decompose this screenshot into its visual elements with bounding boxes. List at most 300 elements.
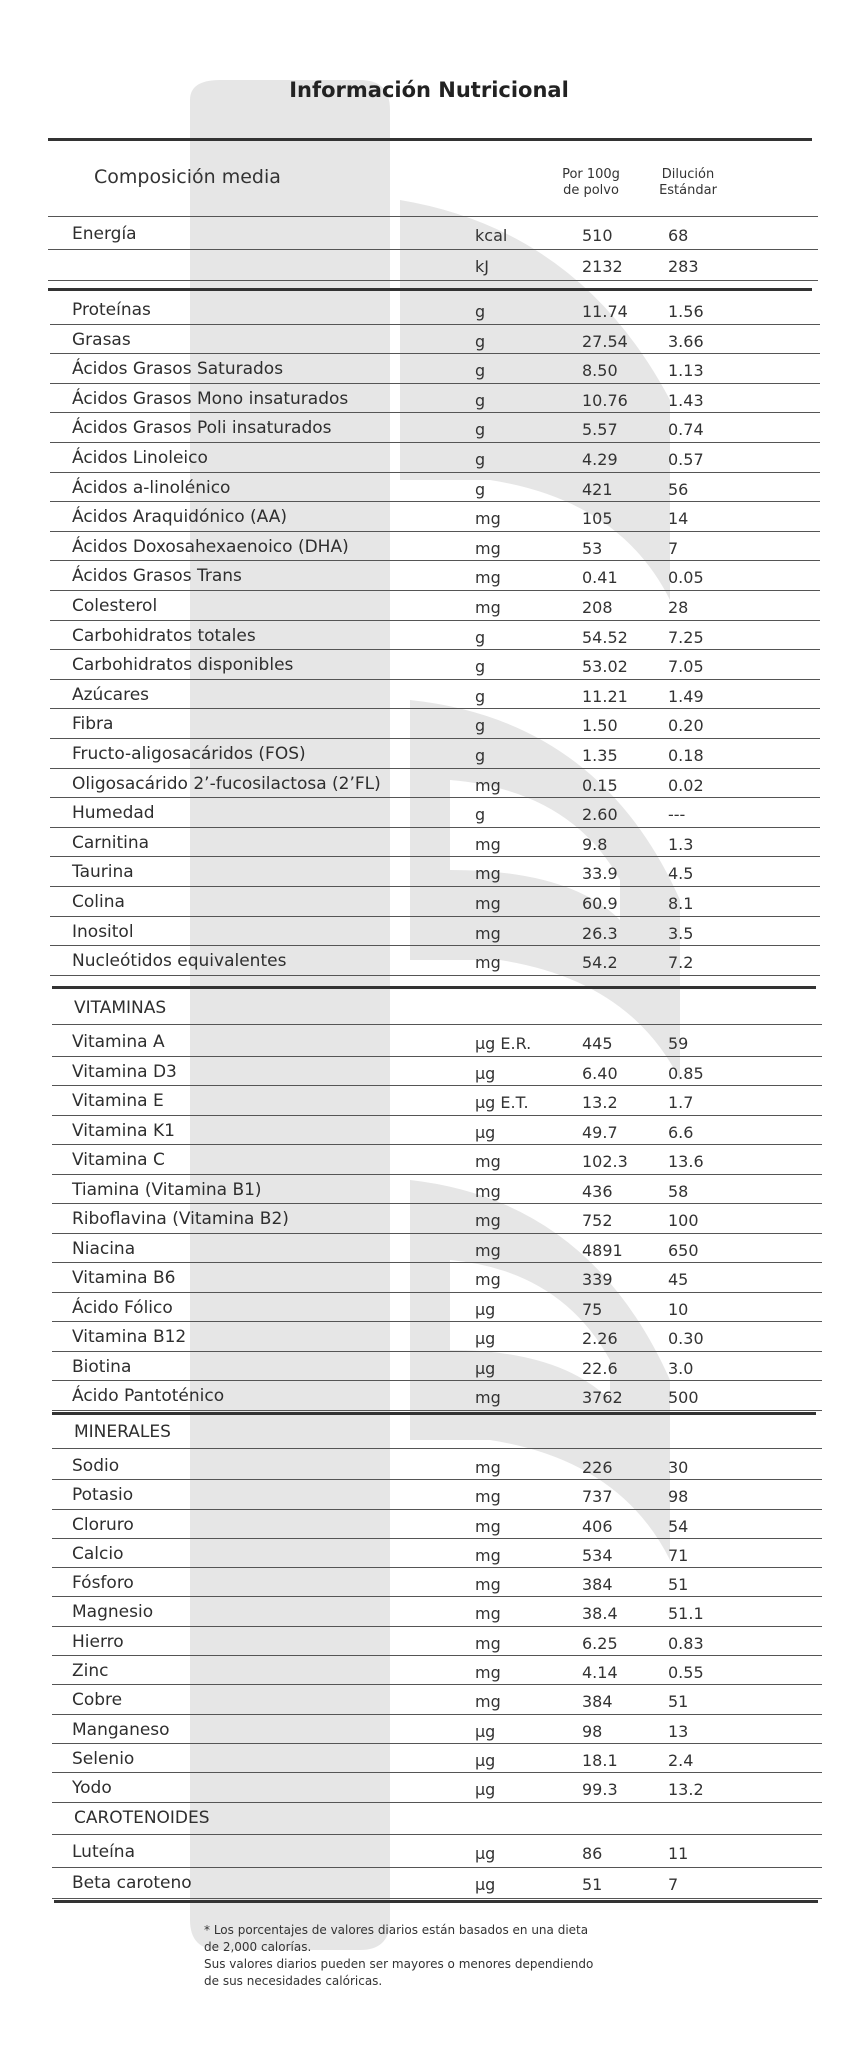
value-dilution: --- [668,805,686,824]
nutrient-unit: µg [475,1300,496,1319]
value-per-100g: 1.35 [582,746,618,765]
value-dilution: 500 [668,1388,699,1407]
value-dilution: 650 [668,1241,699,1260]
value-dilution: 7.2 [668,953,694,972]
value-dilution: 45 [668,1270,689,1289]
nutrient-name: Carbohidratos disponibles [72,655,294,675]
value-per-100g: 11.74 [582,302,628,321]
nutrient-unit: mg [475,1458,501,1477]
row-divider [52,1743,822,1744]
value-dilution: 0.74 [668,420,704,439]
row-divider [50,560,820,561]
nutrient-name: Vitamina A [72,1032,165,1052]
value-dilution: 51.1 [668,1604,704,1623]
nutrient-unit: mg [475,1388,501,1407]
value-per-100g: 2.26 [582,1329,618,1348]
nutrient-name: Inositol [72,922,134,942]
value-dilution: 51 [668,1692,689,1711]
table-row [50,947,820,975]
nutrient-unit: mg [475,1546,501,1565]
value-per-100g: 60.9 [582,894,618,913]
nutrient-unit: µg [475,1064,496,1083]
nutrient-name: Vitamina K1 [72,1121,175,1141]
value-dilution: 8.1 [668,894,694,913]
value-per-100g: 4.29 [582,450,618,469]
nutrient-unit: g [475,391,486,410]
nutrient-name: Ácidos Doxosahexaenoico (DHA) [72,537,349,557]
nutrient-name: Proteínas [72,300,151,320]
value-dilution: 2.4 [668,1751,694,1770]
nutrient-name: Ácidos Grasos Saturados [72,359,284,379]
nutrient-name: Beta caroteno [72,1873,192,1893]
row-divider [50,590,820,591]
value-dilution: 68 [668,226,689,245]
column-header-line: Estándar [659,183,717,198]
table-row [50,1323,820,1351]
value-dilution: 14 [668,509,689,528]
row-divider [50,383,820,384]
nutrient-name: Tiamina (Vitamina B1) [72,1180,262,1200]
column-header-line: de polvo [563,183,619,198]
nutrient-name: Vitamina D3 [72,1062,177,1082]
table-row [50,1569,820,1597]
nutrient-unit: g [475,420,486,439]
section-title: VITAMINAS [74,998,167,1018]
row-divider [52,1684,822,1685]
value-dilution: 1.7 [668,1093,694,1112]
nutrient-name: Humedad [72,803,155,823]
nutrient-unit: mg [475,509,501,528]
row-divider [52,1056,822,1057]
nutrient-unit: mg [475,1575,501,1594]
footnote-line: de 2,000 calorías. [204,1940,312,1954]
row-divider [52,1834,822,1835]
row-divider [50,531,820,532]
top-divider [48,138,812,141]
value-dilution: 7.25 [668,628,704,647]
row-divider [50,679,820,680]
nutrient-name: Manganeso [72,1720,170,1740]
row-divider [50,324,820,325]
nutrient-unit: mg [475,1270,501,1289]
row-divider [52,1626,822,1627]
table-row [50,296,820,324]
nutrient-name: Ácidos Grasos Trans [72,566,242,586]
table-row [50,1540,820,1568]
nutrient-name: Fructo-aligosacáridos (FOS) [72,744,306,764]
nutrient-name: Magnesio [72,1602,154,1622]
table-row [50,1869,820,1897]
table-row [50,1028,820,1056]
row-divider [52,1292,822,1293]
nutrient-name: Ácidos Grasos Poli insaturados [72,418,332,438]
value-per-100g: 13.2 [582,1093,618,1112]
section-divider [52,986,816,989]
nutrient-name: Carbohidratos totales [72,626,256,646]
value-per-100g: 53.02 [582,657,628,676]
nutrient-name: Vitamina C [72,1150,165,1170]
value-dilution: 3.66 [668,332,704,351]
nutrient-unit: µg [475,1751,496,1770]
nutrient-unit: mg [475,1487,501,1506]
row-divider [52,1203,822,1204]
table-row [50,710,820,738]
row-divider [50,975,820,976]
table-row [50,414,820,442]
value-per-100g: 98 [582,1722,603,1741]
nutrient-unit: mg [475,1211,501,1230]
row-divider [52,1380,822,1381]
nutrient-unit: mg [475,1182,501,1201]
section-title: CAROTENOIDES [74,1808,210,1828]
value-dilution: 0.02 [668,776,704,795]
value-dilution: 1.3 [668,835,694,854]
value-per-100g: 226 [582,1458,613,1477]
row-divider [52,1262,822,1263]
row-divider [50,620,820,621]
row-divider [52,1024,822,1025]
table-row [50,1235,820,1263]
nutrient-name: Ácidos a-linolénico [72,478,231,498]
value-dilution: 283 [668,257,699,276]
row-divider [52,1567,822,1568]
value-dilution: 58 [668,1182,689,1201]
nutrient-name: Luteína [72,1842,135,1862]
nutrient-name: Vitamina B6 [72,1268,176,1288]
table-row [50,740,820,768]
row-divider [52,1448,822,1449]
nutrient-name: Selenio [72,1749,135,1769]
nutrient-name: Colina [72,892,125,912]
value-dilution: 0.57 [668,450,704,469]
value-dilution: 98 [668,1487,689,1506]
value-per-100g: 0.15 [582,776,618,795]
row-divider [52,1898,822,1899]
value-dilution: 11 [668,1844,689,1863]
nutrient-unit: mg [475,1692,501,1711]
nutrient-name: Vitamina B12 [72,1327,187,1347]
table-row [50,799,820,827]
column-header-line: Por 100g [562,167,620,182]
nutrient-unit: µg [475,1780,496,1799]
value-per-100g: 5.57 [582,420,618,439]
value-per-100g: 534 [582,1546,613,1565]
value-dilution: 0.18 [668,746,704,765]
table-row [50,385,820,413]
value-per-100g: 105 [582,509,613,528]
nutrient-name: Sodio [72,1456,120,1476]
row-divider [50,412,820,413]
table-row [50,1481,820,1509]
value-per-100g: 54.2 [582,953,618,972]
value-dilution: 7.05 [668,657,704,676]
value-per-100g: 99.3 [582,1780,618,1799]
nutrient-name: Hierro [72,1632,124,1652]
value-per-100g: 2132 [582,257,623,276]
value-per-100g: 752 [582,1211,613,1230]
table-row [50,1117,820,1145]
value-per-100g: 406 [582,1517,613,1536]
value-dilution: 51 [668,1575,689,1594]
value-per-100g: 38.4 [582,1604,618,1623]
table-row [50,1264,820,1292]
table-row [50,1511,820,1539]
table-row [50,1598,820,1626]
nutrient-unit: g [475,450,486,469]
value-per-100g: 384 [582,1692,613,1711]
nutrient-unit: g [475,657,486,676]
value-dilution: 59 [668,1034,689,1053]
value-dilution: 6.6 [668,1123,694,1142]
nutrient-name: Niacina [72,1239,136,1259]
nutrient-name: Azúcares [72,685,150,705]
row-divider [48,280,818,281]
table-row [50,533,820,561]
value-per-100g: 33.9 [582,864,618,883]
table-row [50,1838,820,1866]
value-dilution: 13 [668,1722,689,1741]
value-dilution: 7 [668,1875,679,1894]
nutrient-unit: µg [475,1329,496,1348]
value-dilution: 0.05 [668,568,704,587]
value-dilution: 28 [668,598,689,617]
value-dilution: 0.83 [668,1634,704,1653]
value-per-100g: 445 [582,1034,613,1053]
nutrient-name: Riboflavina (Vitamina B2) [72,1209,289,1229]
table-row [50,474,820,502]
nutrient-unit: g [475,716,486,735]
table-row [50,1205,820,1233]
value-per-100g: 737 [582,1487,613,1506]
row-divider [50,442,820,443]
table-row [50,1774,820,1802]
value-per-100g: 4.14 [582,1663,618,1682]
row-divider [52,1115,822,1116]
value-per-100g: 86 [582,1844,603,1863]
nutrient-unit: µg E.T. [475,1093,529,1112]
row-divider [52,1085,822,1086]
nutrient-name: Taurina [72,862,134,882]
row-divider [50,738,820,739]
table-row [50,918,820,946]
value-dilution: 3.0 [668,1359,694,1378]
row-divider [52,1509,822,1510]
table-row [50,1628,820,1656]
footnote-line: Sus valores diarios pueden ser mayores o menores dependiendo [204,1957,594,1971]
value-dilution: 56 [668,480,689,499]
value-per-100g: 4891 [582,1241,623,1260]
nutrient-unit: kJ [475,257,489,276]
row-divider [50,501,820,502]
row-divider [50,916,820,917]
nutrient-unit: µg [475,1844,496,1863]
nutrient-unit: kcal [475,226,508,245]
row-divider [52,1321,822,1322]
nutrient-name: Ácido Pantoténico [72,1386,225,1406]
nutrient-name: Energía [72,224,137,244]
nutrient-unit: g [475,302,486,321]
nutrient-unit: mg [475,1152,501,1171]
value-per-100g: 18.1 [582,1751,618,1770]
value-per-100g: 22.6 [582,1359,618,1378]
value-dilution: 1.13 [668,361,704,380]
footnote-line: * Los porcentajes de valores diarios están basados en una dieta [204,1923,589,1937]
value-dilution: 10 [668,1300,689,1319]
nutrient-unit: µg [475,1722,496,1741]
table-row [50,1294,820,1322]
value-per-100g: 11.21 [582,687,628,706]
nutrient-unit: g [475,361,486,380]
value-dilution: 13.2 [668,1780,704,1799]
table-row [50,1382,820,1410]
table-row [50,888,820,916]
value-per-100g: 2.60 [582,805,618,824]
value-per-100g: 49.7 [582,1123,618,1142]
value-dilution: 71 [668,1546,689,1565]
value-dilution: 3.5 [668,924,694,943]
nutrient-name: Carnitina [72,833,150,853]
nutrient-name: Cobre [72,1690,123,1710]
nutrient-name: Fibra [72,714,114,734]
table-row [50,1716,820,1744]
value-dilution: 100 [668,1211,699,1230]
nutrient-unit: mg [475,776,501,795]
section-divider [48,288,812,291]
nutrient-name: Biotina [72,1357,132,1377]
table-row [50,1176,820,1204]
value-dilution: 0.85 [668,1064,704,1083]
table-row [50,444,820,472]
section-title: MINERALES [74,1422,171,1442]
table-row [50,251,820,279]
value-per-100g: 27.54 [582,332,628,351]
row-divider [48,216,818,217]
nutrient-unit: mg [475,598,501,617]
column-header-dilution [648,167,728,199]
footnote [204,1922,724,1990]
column-header-line: Dilución [661,167,715,182]
row-divider [50,797,820,798]
nutrient-name: Ácido Fólico [72,1298,173,1318]
nutrient-unit: µg [475,1875,496,1894]
nutrient-unit: g [475,628,486,647]
value-dilution: 1.49 [668,687,704,706]
row-divider [48,249,818,250]
value-dilution: 0.55 [668,1663,704,1682]
nutrient-unit: g [475,480,486,499]
row-divider [52,1410,822,1411]
table-row [50,355,820,383]
nutrient-unit: mg [475,1604,501,1623]
row-divider [52,1867,822,1868]
row-divider [52,1714,822,1715]
nutrient-name: Grasas [72,330,131,350]
row-divider [50,945,820,946]
table-row [50,326,820,354]
value-dilution: 54 [668,1517,689,1536]
nutrient-name: Cloruro [72,1515,134,1535]
value-per-100g: 3762 [582,1388,623,1407]
row-divider [50,827,820,828]
row-divider [50,856,820,857]
page-title: Información Nutricional [289,78,569,102]
table-row [50,858,820,886]
row-divider [52,1596,822,1597]
row-divider [50,472,820,473]
nutrient-unit: mg [475,953,501,972]
nutrient-name: Calcio [72,1544,124,1564]
nutrient-unit: mg [475,835,501,854]
table-row [50,770,820,798]
nutrient-name: Yodo [72,1778,112,1798]
nutrient-unit: mg [475,1634,501,1653]
row-divider [52,1802,822,1803]
value-per-100g: 384 [582,1575,613,1594]
row-divider [50,649,820,650]
nutrient-unit: mg [475,568,501,587]
nutrient-name: Fósforo [72,1573,134,1593]
table-row [50,1745,820,1773]
value-per-100g: 102.3 [582,1152,628,1171]
value-dilution: 13.6 [668,1152,704,1171]
table-row [50,562,820,590]
nutrient-unit: mg [475,1517,501,1536]
nutrient-unit: mg [475,924,501,943]
nutrient-unit: mg [475,1241,501,1260]
row-divider [52,1174,822,1175]
table-row [50,1058,820,1086]
table-row [50,1686,820,1714]
row-divider [50,886,820,887]
table-row [50,220,820,248]
nutrient-unit: g [475,805,486,824]
section-divider [54,1900,818,1903]
value-per-100g: 339 [582,1270,613,1289]
nutrient-name: Vitamina E [72,1091,164,1111]
table-row [50,1353,820,1381]
value-per-100g: 9.8 [582,835,608,854]
nutrient-unit: µg E.R. [475,1034,532,1053]
row-divider [52,1479,822,1480]
table-row [50,1087,820,1115]
table-row [50,1146,820,1174]
table-row [50,622,820,650]
row-divider [52,1144,822,1145]
nutrient-unit: g [475,687,486,706]
nutrient-name: Potasio [72,1485,134,1505]
value-dilution: 30 [668,1458,689,1477]
section-divider [52,1412,816,1415]
nutrient-name: Ácidos Linoleico [72,448,208,468]
value-per-100g: 75 [582,1300,603,1319]
value-per-100g: 54.52 [582,628,628,647]
value-per-100g: 6.40 [582,1064,618,1083]
value-dilution: 0.30 [668,1329,704,1348]
row-divider [52,1538,822,1539]
nutrient-unit: µg [475,1359,496,1378]
column-header-per-100g [556,167,626,199]
table-row [50,592,820,620]
row-divider [50,708,820,709]
value-dilution: 1.56 [668,302,704,321]
value-dilution: 4.5 [668,864,694,883]
row-divider [52,1655,822,1656]
value-per-100g: 510 [582,226,613,245]
row-divider [52,1772,822,1773]
table-row [50,829,820,857]
nutrient-unit: mg [475,1663,501,1682]
nutrient-unit: mg [475,539,501,558]
